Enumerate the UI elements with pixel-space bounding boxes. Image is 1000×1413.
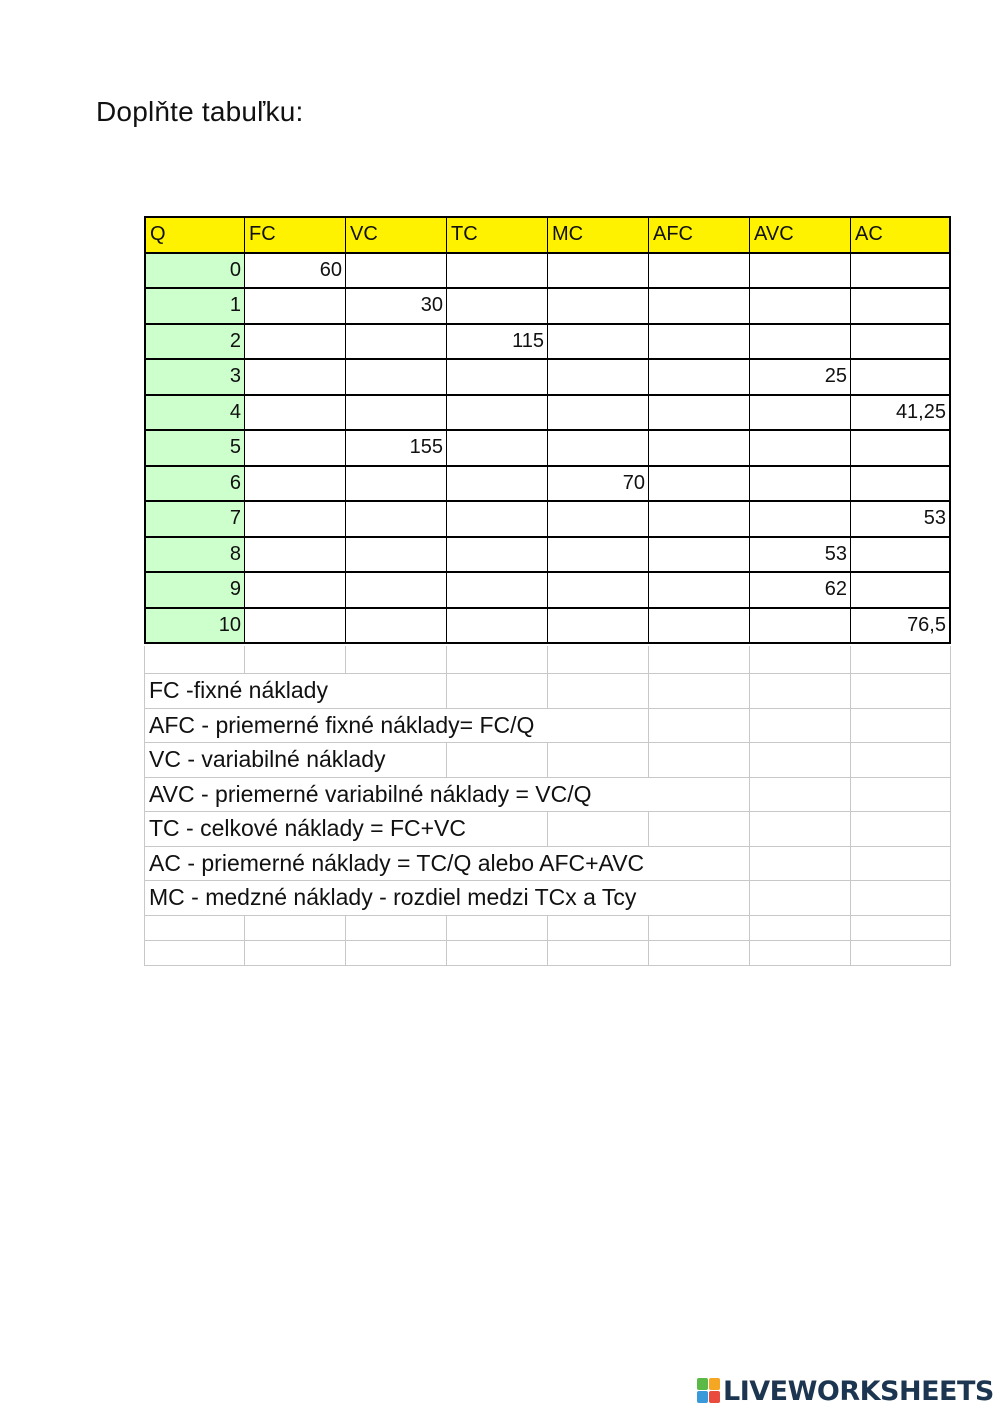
cell-vc[interactable]: 30 (346, 289, 447, 325)
empty-cell (649, 812, 750, 847)
legend-text: MC - medzné náklady - rozdiel medzi TCx a Tcy (144, 881, 750, 916)
table-row (144, 289, 951, 325)
header-tc: TC (447, 218, 548, 254)
spacer-row (144, 941, 951, 966)
cell-tc[interactable] (447, 360, 548, 396)
cell-afc[interactable] (649, 360, 750, 396)
cell-ac[interactable] (851, 254, 951, 290)
spacer-cell (851, 646, 951, 674)
cell-fc[interactable] (245, 538, 346, 574)
cell-avc[interactable]: 25 (750, 360, 851, 396)
cell-mc[interactable] (548, 325, 649, 361)
cell-tc[interactable] (447, 609, 548, 645)
spacer-cell (750, 916, 851, 941)
cell-ac[interactable]: 76,5 (851, 609, 951, 645)
cell-fc[interactable] (245, 573, 346, 609)
table-row (144, 609, 951, 645)
cell-vc[interactable]: 155 (346, 431, 447, 467)
quantity-cell: 2 (144, 325, 245, 361)
quantity-cell: 0 (144, 254, 245, 290)
quantity-cell: 6 (144, 467, 245, 503)
cell-vc[interactable] (346, 254, 447, 290)
empty-cell (851, 881, 951, 916)
legend-text: TC - celkové náklady = FC+VC (144, 812, 548, 847)
empty-cell (750, 743, 851, 778)
cell-vc[interactable] (346, 538, 447, 574)
empty-cell (649, 674, 750, 709)
cell-mc[interactable] (548, 360, 649, 396)
spacer-cell (548, 646, 649, 674)
empty-cell (851, 778, 951, 813)
quantity-cell: 5 (144, 431, 245, 467)
spacer-cell (548, 941, 649, 966)
cell-fc[interactable] (245, 396, 346, 432)
spacer-cell (851, 941, 951, 966)
cell-afc[interactable] (649, 396, 750, 432)
empty-cell (548, 674, 649, 709)
quantity-cell: 8 (144, 538, 245, 574)
cell-avc[interactable] (750, 325, 851, 361)
cell-tc[interactable]: 115 (447, 325, 548, 361)
spacer-cell (851, 916, 951, 941)
cell-tc[interactable] (447, 502, 548, 538)
cell-avc[interactable] (750, 254, 851, 290)
cell-mc[interactable] (548, 538, 649, 574)
cell-avc[interactable] (750, 502, 851, 538)
cell-afc[interactable] (649, 289, 750, 325)
cell-mc[interactable]: 70 (548, 467, 649, 503)
empty-cell (750, 812, 851, 847)
cell-ac[interactable]: 53 (851, 502, 951, 538)
cell-avc[interactable] (750, 467, 851, 503)
header-afc: AFC (649, 218, 750, 254)
legend-row (144, 778, 951, 813)
empty-cell (851, 709, 951, 744)
legend-text: VC - variabilné náklady (144, 743, 447, 778)
quantity-cell: 4 (144, 396, 245, 432)
spacer-cell (245, 916, 346, 941)
spacer-cell (649, 646, 750, 674)
empty-cell (851, 674, 951, 709)
spacer-cell (750, 646, 851, 674)
legend-row (144, 709, 951, 744)
cell-afc[interactable] (649, 467, 750, 503)
quantity-cell: 9 (144, 573, 245, 609)
cell-avc[interactable] (750, 431, 851, 467)
table-row (144, 538, 951, 574)
header-avc: AVC (750, 218, 851, 254)
legend-row (144, 881, 951, 916)
legend-text: AVC - priemerné variabilné náklady = VC/Q (144, 778, 750, 813)
spacer-cell (245, 646, 346, 674)
legend-row (144, 743, 951, 778)
quantity-cell: 1 (144, 289, 245, 325)
cell-fc[interactable] (245, 609, 346, 645)
table-row (144, 467, 951, 503)
cell-ac[interactable] (851, 538, 951, 574)
legend-row (144, 674, 951, 709)
liveworksheets-logo-icon (697, 1378, 721, 1404)
empty-cell (750, 778, 851, 813)
empty-cell (750, 674, 851, 709)
cell-fc[interactable] (245, 289, 346, 325)
cell-ac[interactable]: 41,25 (851, 396, 951, 432)
table-row (144, 502, 951, 538)
cell-tc[interactable] (447, 467, 548, 503)
empty-cell (649, 709, 750, 744)
cell-vc[interactable] (346, 609, 447, 645)
empty-cell (750, 881, 851, 916)
table-row (144, 573, 951, 609)
empty-cell (750, 709, 851, 744)
spacer-cell (447, 941, 548, 966)
header-vc: VC (346, 218, 447, 254)
empty-cell (649, 743, 750, 778)
liveworksheets-brand (697, 1376, 994, 1406)
worksheet-heading: Doplňte tabuľku: (96, 96, 304, 127)
header-mc: MC (548, 218, 649, 254)
header-fc: FC (245, 218, 346, 254)
cell-vc[interactable] (346, 573, 447, 609)
legend-row (144, 812, 951, 847)
cell-tc[interactable] (447, 431, 548, 467)
empty-cell (851, 743, 951, 778)
cell-avc[interactable]: 62 (750, 573, 851, 609)
cell-mc[interactable] (548, 396, 649, 432)
legend-text: AFC - priemerné fixné náklady= FC/Q (144, 709, 649, 744)
table-row (144, 396, 951, 432)
spacer-cell (548, 916, 649, 941)
cell-vc[interactable] (346, 360, 447, 396)
cell-fc[interactable]: 60 (245, 254, 346, 290)
cell-afc[interactable] (649, 431, 750, 467)
cell-avc[interactable] (750, 289, 851, 325)
cell-ac[interactable] (851, 431, 951, 467)
cell-tc[interactable] (447, 538, 548, 574)
cell-mc[interactable] (548, 289, 649, 325)
cell-avc[interactable] (750, 396, 851, 432)
spacer-cell (447, 646, 548, 674)
spacer-cell (750, 941, 851, 966)
empty-cell (548, 743, 649, 778)
spacer-cell (649, 916, 750, 941)
spacer-row (144, 646, 951, 674)
table-row (144, 325, 951, 361)
table-row (144, 431, 951, 467)
legend-text: AC - priemerné náklady = TC/Q alebo AFC+AVC (144, 847, 750, 882)
cell-vc[interactable] (346, 502, 447, 538)
cell-afc[interactable] (649, 502, 750, 538)
cell-mc[interactable] (548, 502, 649, 538)
cell-afc[interactable] (649, 573, 750, 609)
cell-vc[interactable] (346, 396, 447, 432)
cell-fc[interactable] (245, 360, 346, 396)
spacer-cell (245, 941, 346, 966)
cell-afc[interactable] (649, 254, 750, 290)
header-ac: AC (851, 218, 951, 254)
cost-table (144, 216, 951, 644)
empty-cell (548, 812, 649, 847)
empty-cell (447, 743, 548, 778)
cell-mc[interactable] (548, 431, 649, 467)
spacer-row (144, 916, 951, 941)
cell-avc[interactable]: 53 (750, 538, 851, 574)
spacer-cell (144, 916, 245, 941)
cell-vc[interactable] (346, 325, 447, 361)
cell-ac[interactable] (851, 360, 951, 396)
cell-afc[interactable] (649, 609, 750, 645)
empty-cell (851, 812, 951, 847)
cell-tc[interactable] (447, 573, 548, 609)
cell-vc[interactable] (346, 467, 447, 503)
cell-fc[interactable] (245, 325, 346, 361)
empty-cell (851, 847, 951, 882)
legend-row (144, 847, 951, 882)
empty-cell (447, 674, 548, 709)
brand-name: LIVEWORKSHEETS (723, 1375, 994, 1407)
spacer-cell (649, 941, 750, 966)
spacer-cell (144, 646, 245, 674)
cell-ac[interactable] (851, 289, 951, 325)
quantity-cell: 3 (144, 360, 245, 396)
table-header-row (144, 216, 951, 254)
spacer-cell (447, 916, 548, 941)
table-row (144, 254, 951, 290)
header-q: Q (144, 218, 245, 254)
spacer-cell (346, 941, 447, 966)
spacer-cell (144, 941, 245, 966)
cell-afc[interactable] (649, 538, 750, 574)
cell-ac[interactable] (851, 325, 951, 361)
cell-afc[interactable] (649, 325, 750, 361)
cell-mc[interactable] (548, 609, 649, 645)
cell-tc[interactable] (447, 254, 548, 290)
cell-ac[interactable] (851, 467, 951, 503)
legend-block (144, 646, 951, 966)
legend-text: FC -fixné náklady (144, 674, 447, 709)
spacer-cell (346, 916, 447, 941)
cell-fc[interactable] (245, 431, 346, 467)
quantity-cell: 10 (144, 609, 245, 645)
cell-tc[interactable] (447, 289, 548, 325)
cell-mc[interactable] (548, 573, 649, 609)
cell-tc[interactable] (447, 396, 548, 432)
empty-cell (750, 847, 851, 882)
cell-avc[interactable] (750, 609, 851, 645)
cell-mc[interactable] (548, 254, 649, 290)
table-row (144, 360, 951, 396)
cell-ac[interactable] (851, 573, 951, 609)
spacer-cell (346, 646, 447, 674)
quantity-cell: 7 (144, 502, 245, 538)
cell-fc[interactable] (245, 467, 346, 503)
cell-fc[interactable] (245, 502, 346, 538)
